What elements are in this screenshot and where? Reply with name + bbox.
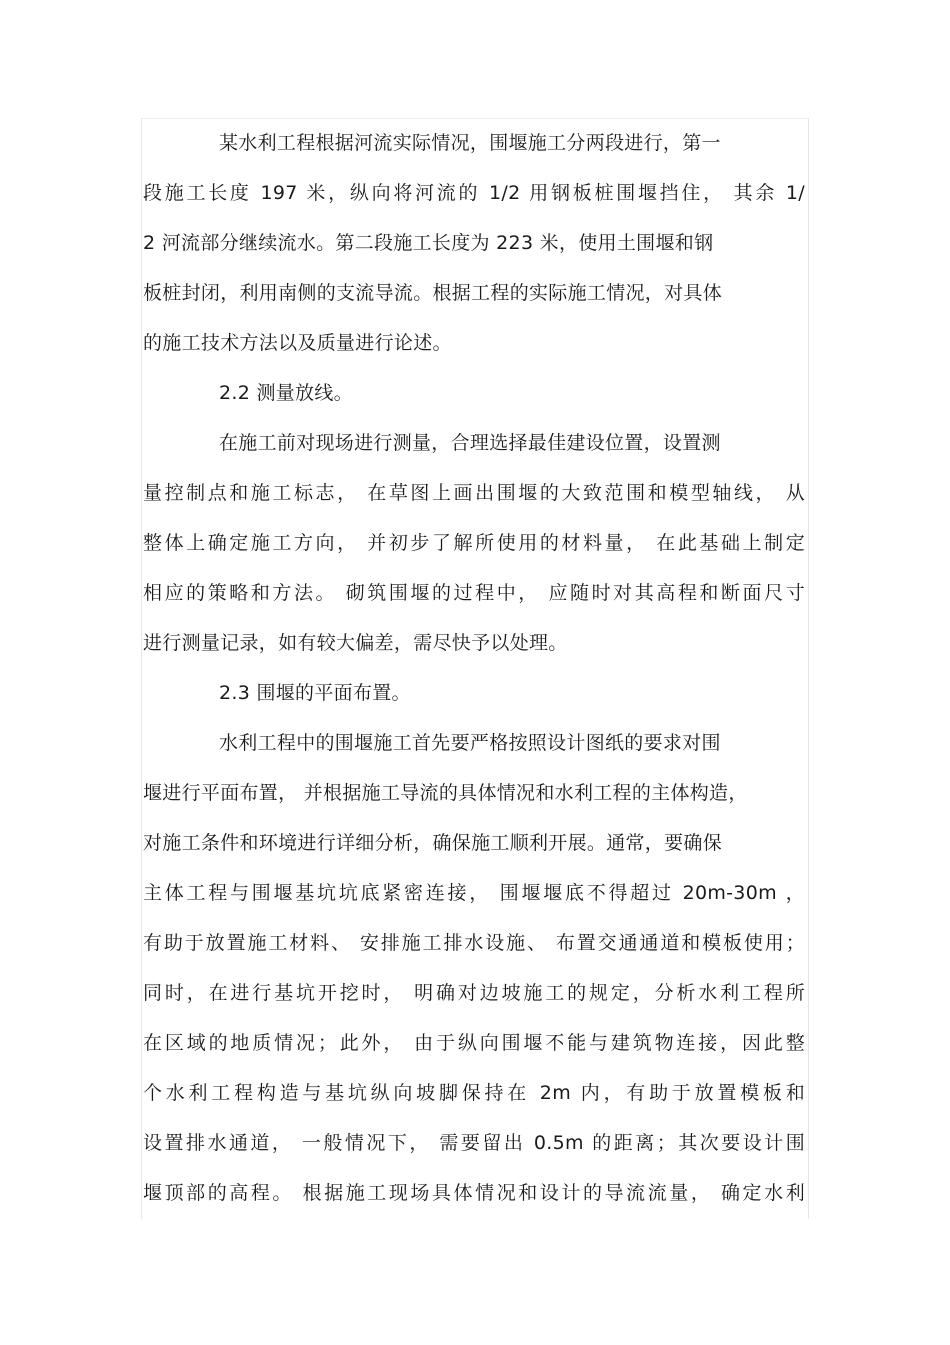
paragraph-line: 相应的策略和方法。 砌筑围堰的过程中， 应随时对其高程和断面尺寸 [143,582,805,604]
paragraph-line: 在区域的地质情况；此外， 由于纵向围堰不能与建筑物连接，因此整 [143,1032,805,1054]
paragraph-line: 量控制点和施工标志， 在草图上画出围堰的大致范围和模型轴线， 从 [143,482,805,504]
paragraph-line: 堰进行平面布置， 并根据施工导流的具体情况和水利工程的主体构造， [143,782,748,804]
section-heading: 2.3 围堰的平面布置。 [219,682,411,704]
paragraph-line: 板桩封闭，利用南侧的支流导流。根据工程的实际施工情况，对具体 [143,282,723,304]
paragraph-line: 个水利工程构造与基坑纵向坡脚保持在 2m 内，有助于放置模板和 [143,1082,805,1104]
paragraph-line: 整体上确定施工方向， 并初步了解所使用的材料量， 在此基础上制定 [143,532,805,554]
paragraph-line: 对施工条件和环境进行详细分析，确保施工顺利开展。通常，要确保 [143,832,723,854]
paragraph-line: 堰顶部的高程。 根据施工现场具体情况和设计的导流流量， 确定水利 [143,1182,805,1204]
paragraph-line: 段施工长度 197 米，纵向将河流的 1/2 用钢板桩围堰挡住， 其余 1/ [143,182,805,204]
paragraph-line: 有助于放置施工材料、 安排施工排水设施、 布置交通通道和模板使用； [143,932,805,954]
paragraph-line: 的施工技术方法以及质量进行论述。 [143,332,452,354]
paragraph-line: 进行测量记录，如有较大偏差，需尽快予以处理。 [143,632,568,654]
paragraph-line: 某水利工程根据河流实际情况，围堰施工分两段进行，第一 [219,132,721,154]
paragraph-line: 主体工程与围堰基坑坑底紧密连接， 围堰堰底不得超过 20m-30m ， [143,882,805,904]
section-heading: 2.2 测量放线。 [219,382,353,404]
paragraph-line: 在施工前对现场进行测量，合理选择最佳建设位置，设置测 [219,432,721,454]
paragraph-line: 2 河流部分继续流水。第二段施工长度为 223 米，使用土围堰和钢 [143,232,714,254]
paragraph-line: 水利工程中的围堰施工首先要严格按照设计图纸的要求对围 [219,732,721,754]
paragraph-line: 同时，在进行基坑开挖时， 明确对边坡施工的规定，分析水利工程所 [143,982,805,1004]
paragraph-line: 设置排水通道， 一般情况下， 需要留出 0.5m 的距离；其次要设计围 [143,1132,805,1154]
document-body [143,118,805,1218]
